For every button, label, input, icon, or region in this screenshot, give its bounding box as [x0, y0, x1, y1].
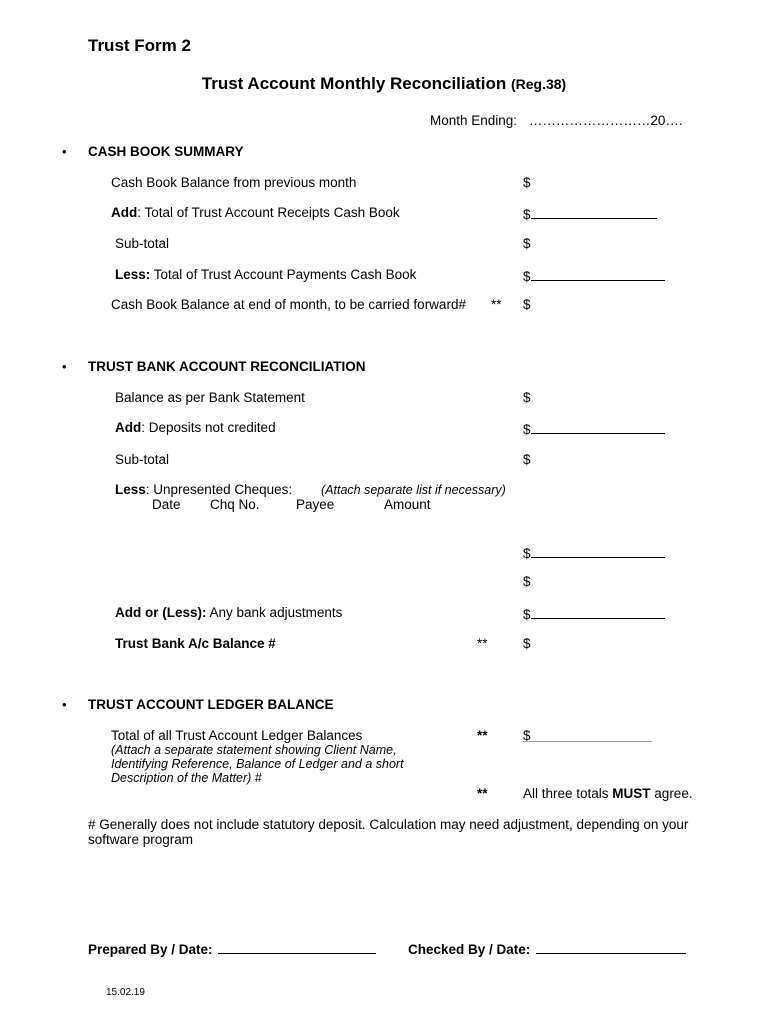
currency-symbol: $ — [523, 607, 531, 622]
version-date: 15.02.19 — [106, 987, 145, 998]
bank-adjustments-label — [115, 605, 342, 621]
all-totals-agree — [523, 786, 693, 802]
bank-heading: TRUST BANK ACCOUNT RECONCILIATION — [88, 359, 366, 374]
payments-text: Total of Trust Account Payments Cash Book — [150, 267, 417, 282]
checked-by — [408, 940, 686, 958]
agree-marker: ** — [477, 636, 488, 651]
agree-marker: ** — [477, 786, 488, 801]
prepared-by-field[interactable] — [218, 940, 376, 954]
bullet-icon: • — [62, 697, 67, 712]
agree-marker: ** — [491, 297, 502, 312]
cash-book-receipts-label — [111, 205, 400, 221]
unpresented-note: (Attach separate list if necessary) — [321, 483, 506, 497]
deposits-text: : Deposits not credited — [141, 420, 276, 435]
cash-book-receipts-amount[interactable] — [523, 205, 657, 223]
cash-book-subtotal-label: Sub-total — [115, 236, 170, 251]
amount-line — [531, 420, 665, 434]
agree-post: agree. — [650, 786, 693, 801]
checked-by-label: Checked By / Date: — [408, 942, 531, 957]
amount-line — [531, 605, 665, 619]
cash-book-heading: CASH BOOK SUMMARY — [88, 144, 244, 159]
bank-subtotal-amount[interactable]: $ — [523, 452, 531, 467]
prepared-by-label: Prepared By / Date: — [88, 942, 213, 957]
receipts-text: : Total of Trust Account Receipts Cash Book — [137, 205, 400, 220]
currency-symbol: $ — [523, 269, 531, 284]
col-chq-no: Chq No. — [210, 497, 260, 512]
prepared-by — [88, 940, 376, 958]
page-title — [0, 74, 768, 94]
bank-adjustments-amount[interactable] — [523, 605, 665, 623]
cash-book-previous-amount[interactable]: $ — [523, 175, 531, 190]
col-date: Date — [152, 497, 181, 512]
title-text: Trust Account Monthly Reconciliation — [201, 74, 507, 93]
ledger-heading: TRUST ACCOUNT LEDGER BALANCE — [88, 697, 334, 712]
footnote-line-2: software program — [88, 832, 194, 847]
checked-by-field[interactable] — [536, 940, 686, 954]
month-ending-field[interactable]: ………………………20…. — [528, 113, 683, 128]
month-ending-label: Month Ending: — [430, 113, 518, 128]
adjustments-text: Any bank adjustments — [206, 605, 343, 620]
currency-symbol: $ — [523, 207, 531, 222]
bullet-icon: • — [62, 144, 67, 159]
ledger-note-line-1: (Attach a separate statement showing Client Name, — [111, 743, 397, 757]
bank-subtotal-label: Sub-total — [115, 452, 170, 467]
deposits-amount[interactable] — [523, 420, 665, 438]
form-id: Trust Form 2 — [88, 36, 191, 55]
bank-balance-amount[interactable]: $ — [523, 636, 531, 651]
unpresented-total[interactable] — [523, 544, 665, 562]
bank-statement-label: Balance as per Bank Statement — [115, 390, 305, 405]
add-or-less-label: Add or (Less): — [115, 605, 207, 620]
add-label: Add — [111, 205, 138, 220]
cash-book-payments-amount[interactable] — [523, 267, 665, 285]
after-unpresented-amount[interactable]: $ — [523, 574, 531, 589]
cash-book-previous-label: Cash Book Balance from previous month — [111, 175, 357, 190]
unpresented-label — [115, 482, 292, 498]
month-ending — [430, 113, 683, 129]
amount-line — [531, 544, 665, 558]
currency-symbol: $ — [523, 422, 531, 437]
ledger-note-line-2: Identifying Reference, Balance of Ledger and a short — [111, 757, 404, 771]
add-label: Add — [115, 420, 142, 435]
agree-marker: ** — [477, 728, 488, 743]
ledger-note-line-3: Description of the Matter) # — [111, 771, 262, 785]
less-label: Less — [115, 482, 146, 497]
amount-line — [531, 205, 657, 219]
cash-book-end-label: Cash Book Balance at end of month, to be carried forward# — [111, 297, 466, 312]
deposits-label — [115, 420, 276, 436]
agree-pre: All three totals — [523, 786, 613, 801]
currency-symbol: $ — [523, 546, 531, 561]
less-label: Less: — [115, 267, 151, 282]
ledger-total-amount[interactable]: $ — [523, 728, 531, 743]
col-amount: Amount — [384, 497, 431, 512]
cash-book-end-amount[interactable]: $ — [523, 297, 531, 312]
ledger-amount-line — [523, 741, 652, 742]
regulation-ref: (Reg.38) — [510, 76, 567, 92]
ledger-total-label: Total of all Trust Account Ledger Balances — [111, 728, 363, 743]
cash-book-subtotal-amount[interactable]: $ — [523, 236, 531, 251]
amount-line — [531, 267, 665, 281]
bullet-icon: • — [62, 359, 67, 374]
unpresented-text: : Unpresented Cheques: — [145, 482, 293, 497]
bank-statement-amount[interactable]: $ — [523, 390, 531, 405]
agree-must: MUST — [612, 786, 651, 801]
footnote-line-1: # Generally does not include statutory deposit. Calculation may need adjustment, depending on your — [88, 817, 689, 832]
bank-balance-label: Trust Bank A/c Balance # — [115, 636, 276, 651]
cash-book-payments-label — [115, 267, 416, 283]
col-payee: Payee — [296, 497, 335, 512]
